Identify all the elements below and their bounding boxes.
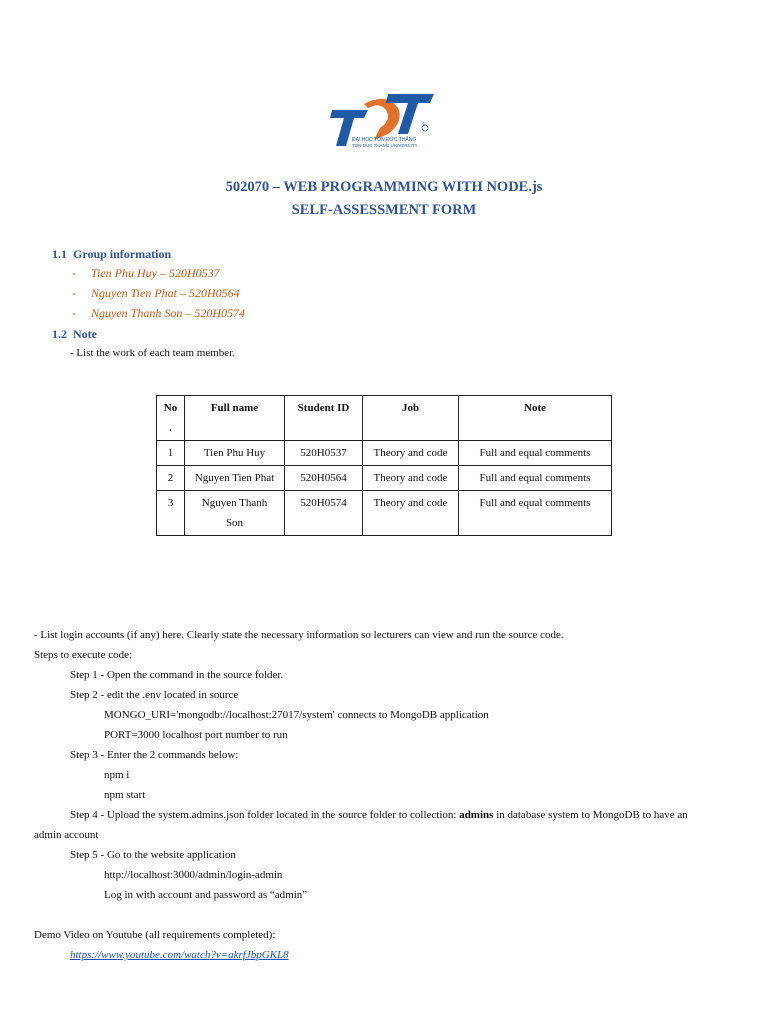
admin-login-url: http://localhost:3000/admin/login-admin: [104, 869, 283, 881]
step-2: Step 2 - edit the .env located in source: [70, 689, 239, 701]
cell-note: Full and equal comments: [459, 491, 612, 536]
header-full-name: Full name: [185, 396, 285, 441]
step-4: Step 4 - Upload the system.admins.json folder located in the source folder to collection: admins in database system to MongoDB to have an: [70, 809, 688, 821]
step-4-continued: admin account: [34, 829, 99, 841]
cell-no: 1: [157, 441, 185, 466]
step-5: Step 5 - Go to the website application: [70, 849, 236, 861]
cell-id: 520H0574: [285, 491, 363, 536]
demo-label: Demo Video on Youtube (all requirements completed):: [34, 929, 276, 941]
cell-id: 520H0564: [285, 466, 363, 491]
cell-job: Theory and code: [363, 441, 459, 466]
section-1-title: Group information: [73, 247, 172, 261]
section-1-number: 1.1: [52, 247, 67, 261]
steps-title: Steps to execute code:: [34, 649, 133, 661]
member-list-item: - Nguyen Thanh Son – 520H0574: [72, 306, 245, 320]
cell-name: Nguyen Tien Phat: [185, 466, 285, 491]
section-2-heading: [52, 327, 97, 342]
cell-job: Theory and code: [363, 491, 459, 536]
member-list-item: - Tien Phu Huy – 520H0537: [72, 266, 220, 280]
registered-mark: ®: [422, 123, 426, 128]
collection-name: admins: [459, 809, 494, 821]
university-logo: [328, 88, 438, 152]
header-job: Job: [363, 396, 459, 441]
command-npm-i: npm i: [104, 769, 130, 781]
header-note: Note: [459, 396, 612, 441]
member-list-item: - Nguyen Tien Phat – 520H0564: [72, 286, 240, 300]
step-2-mongo: MONGO_URI='mongodb://localhost:27017/system' connects to MongoDB application: [104, 709, 489, 721]
cell-no: 2: [157, 466, 185, 491]
cell-no: 3: [157, 491, 185, 536]
cell-name: Nguyen Thanh Son: [185, 491, 285, 536]
cell-name: Tien Phu Huy: [185, 441, 285, 466]
member-2: Nguyen Tien Phat – 520H0564: [91, 286, 240, 300]
table-row: [157, 466, 612, 491]
command-npm-start: npm start: [104, 789, 146, 801]
login-credentials-note: Log in with account and password as “admin”: [104, 889, 308, 901]
section-2-title: Note: [73, 327, 97, 341]
youtube-demo-link[interactable]: https://www.youtube.com/watch?v=akrfJbpGKL8: [70, 949, 289, 961]
header-student-id: Student ID: [285, 396, 363, 441]
team-work-table: [156, 395, 612, 536]
cell-note: Full and equal comments: [459, 466, 612, 491]
logo-line-1: ĐẠI HỌC TÔN ĐỨC THẮNG: [352, 137, 417, 143]
cell-id: 520H0537: [285, 441, 363, 466]
member-1: Tien Phu Huy – 520H0537: [91, 266, 220, 280]
form-title: SELF-ASSESSMENT FORM: [291, 202, 477, 218]
logo-line-2: TON DUC THANG UNIVERSITY: [352, 143, 418, 148]
note-intro: - List the work of each team member.: [70, 347, 235, 359]
section-2-number: 1.2: [52, 327, 67, 341]
table-row: [157, 441, 612, 466]
step-2-port: PORT=3000 localhost port number to run: [104, 729, 288, 741]
table-row: [157, 491, 612, 536]
member-3: Nguyen Thanh Son – 520H0574: [91, 306, 245, 320]
cell-note: Full and equal comments: [459, 441, 612, 466]
table-header-row: [157, 396, 612, 441]
step-1: Step 1 - Open the command in the source folder.: [70, 669, 284, 681]
section-1-heading: [52, 247, 171, 262]
cell-job: Theory and code: [363, 466, 459, 491]
course-title: 502070 – WEB PROGRAMMING WITH NODE.js: [225, 179, 543, 195]
login-intro: - List login accounts (if any) here. Clearly state the necessary information so lecturers can view and run the source code.: [34, 629, 564, 641]
header-no: No .: [157, 396, 185, 441]
step-3: Step 3 - Enter the 2 commands below:: [70, 749, 239, 761]
